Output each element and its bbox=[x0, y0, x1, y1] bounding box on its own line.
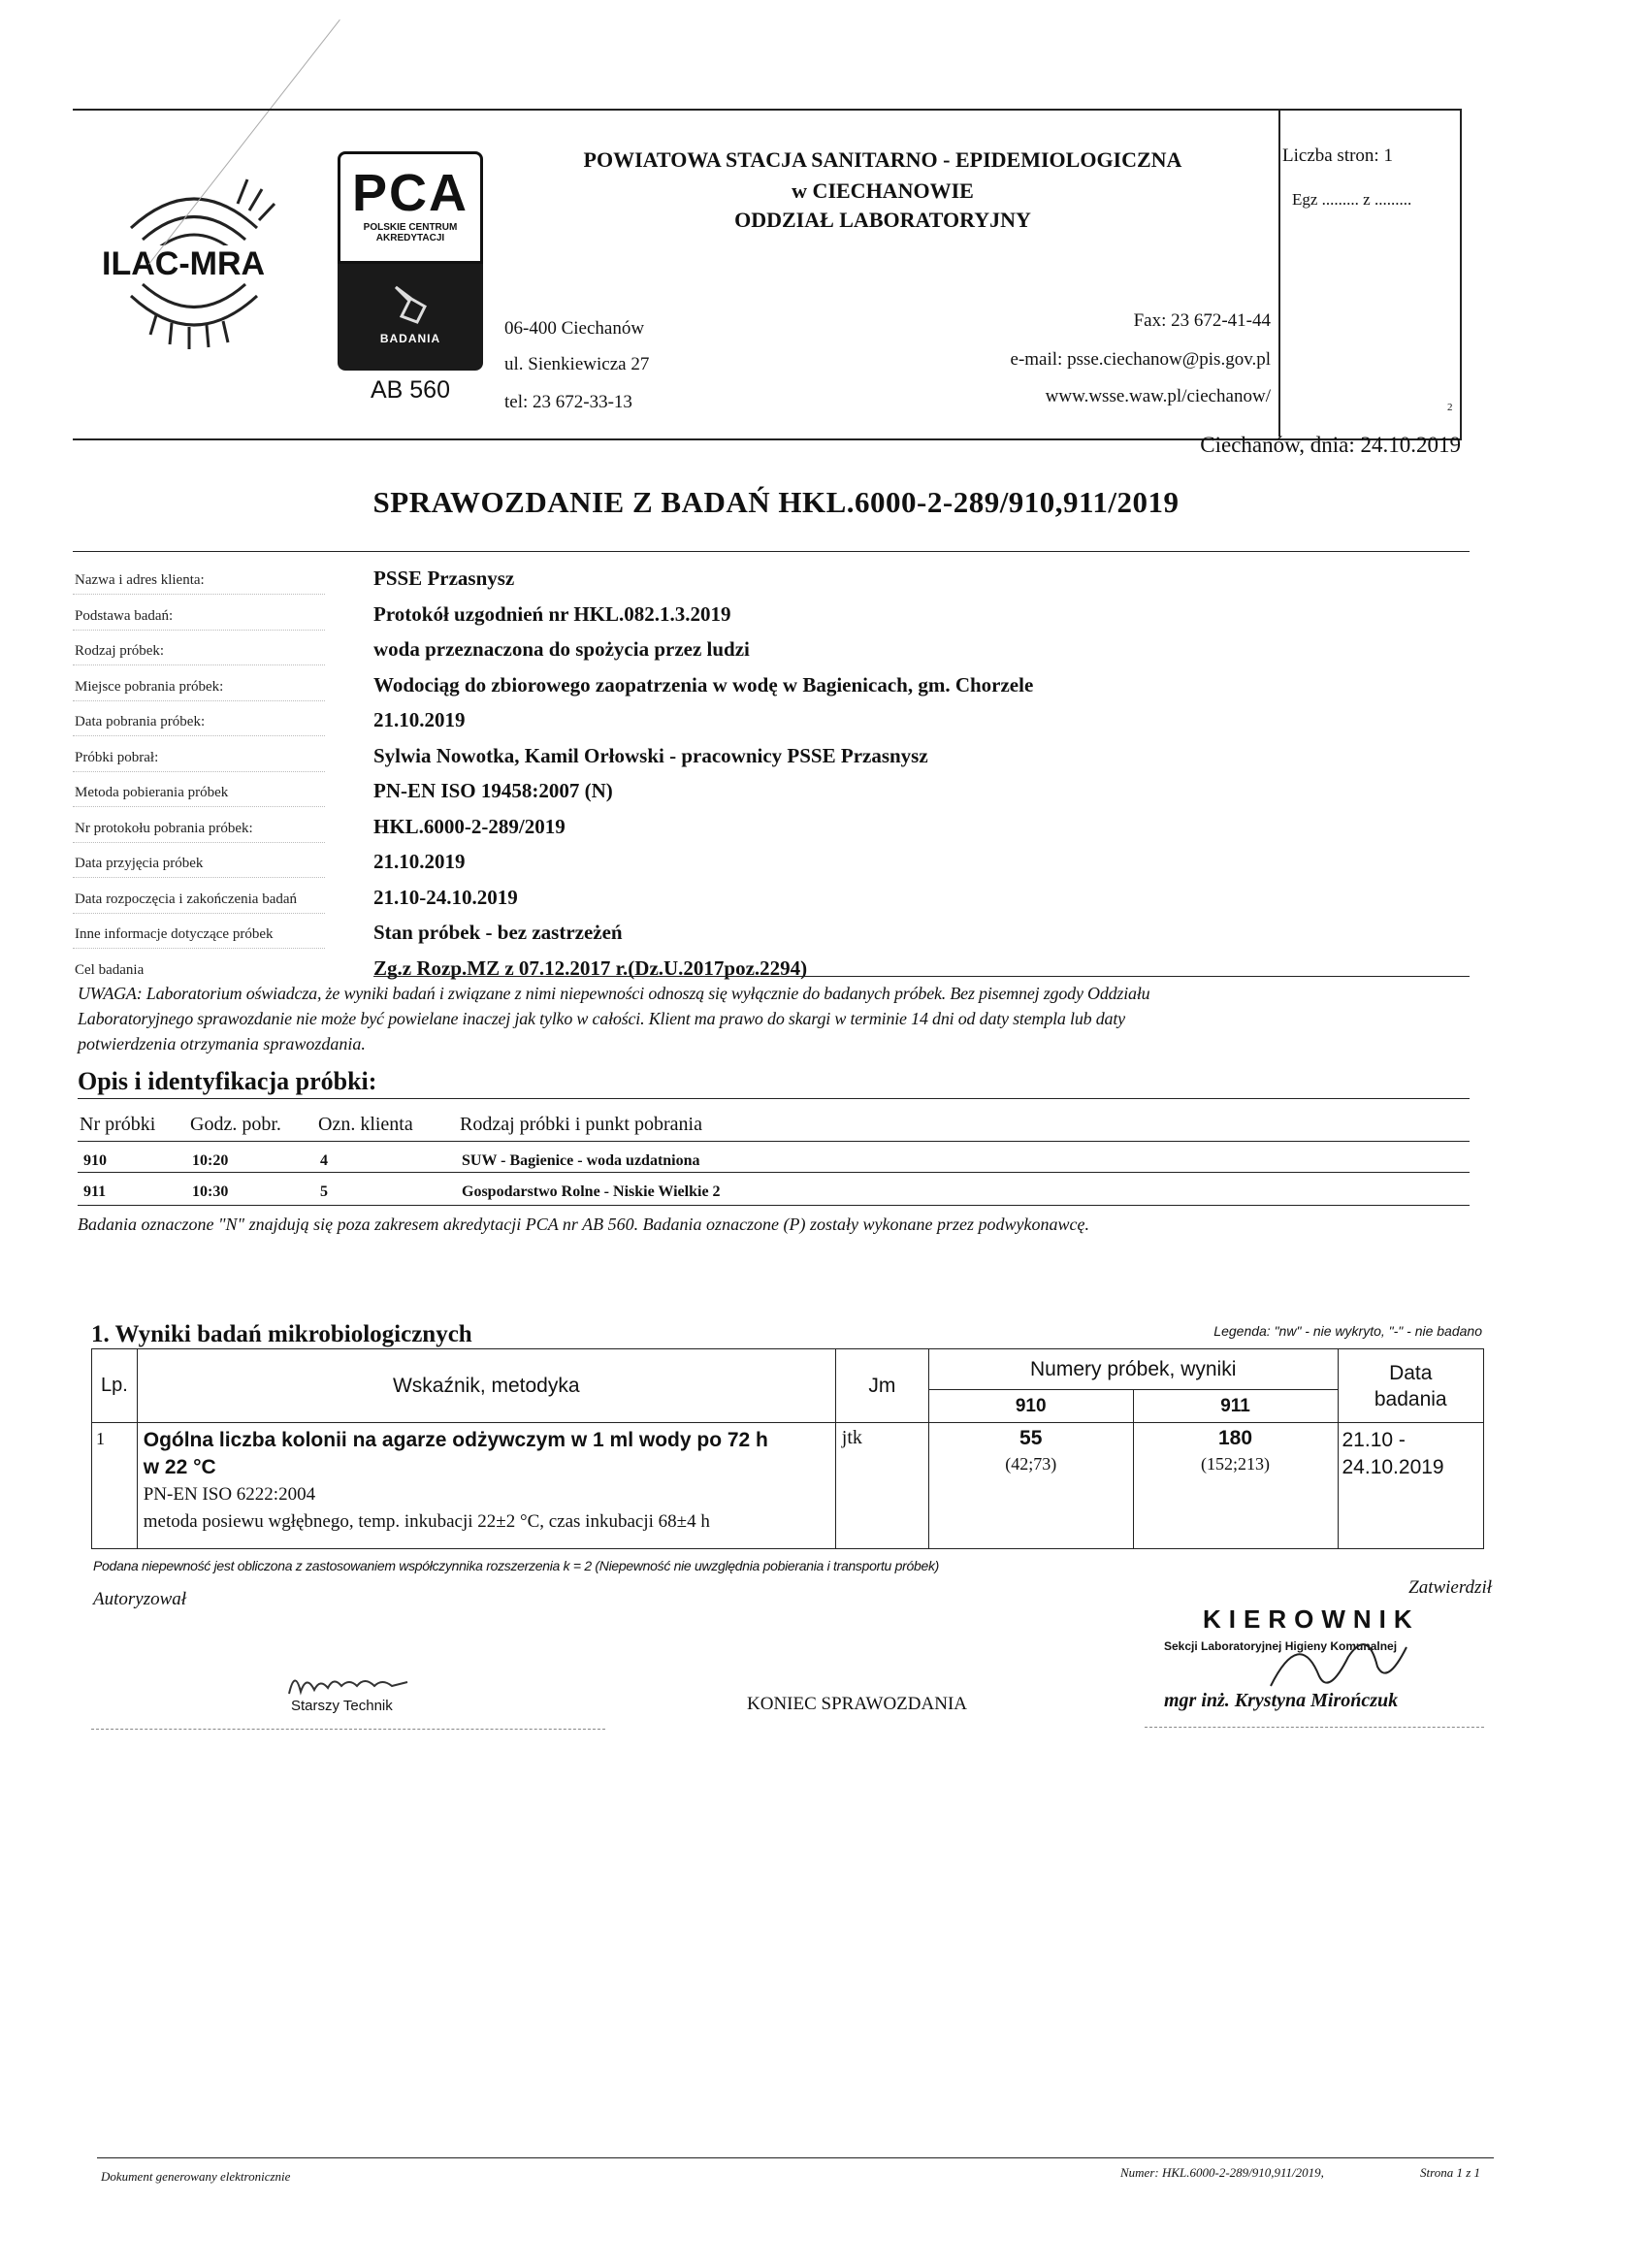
results-header-indicator: Wskaźnik, metodyka bbox=[137, 1349, 835, 1423]
field-label: Nazwa i adres klienta: bbox=[75, 572, 205, 588]
manager-stamp: KIEROWNIK Sekcji Laboratoryjnej Higieny Komunalnej mgr inż. Krystyna Mirończuk bbox=[1164, 1604, 1420, 1711]
sample-row-911-nr: 911 bbox=[83, 1183, 107, 1200]
sample-row-910-type: SUW - Bagienice - woda uzdatniona bbox=[462, 1152, 700, 1169]
flask-icon bbox=[388, 281, 433, 326]
copy-count: Egz ......... z ......... bbox=[1292, 190, 1412, 209]
field-value: 21.10-24.10.2019 bbox=[373, 885, 518, 909]
results-header-samples: Numery próbek, wyniki bbox=[928, 1349, 1338, 1390]
field-row bbox=[73, 706, 1470, 742]
footer-rule bbox=[97, 2157, 1494, 2158]
footer-page: Strona 1 z 1 bbox=[1420, 2165, 1480, 2180]
field-label: Próbki pobrał: bbox=[75, 749, 159, 765]
technician-title: Starszy Technik bbox=[291, 1698, 393, 1714]
field-dotted-rule bbox=[73, 700, 325, 701]
samples-bottom-rule bbox=[78, 1205, 1470, 1206]
field-dotted-rule bbox=[73, 594, 325, 595]
pca-badge bbox=[338, 264, 483, 371]
field-row bbox=[73, 742, 1470, 778]
samples-title-rule bbox=[78, 1098, 1470, 1099]
results-header-unit: Jm bbox=[835, 1349, 928, 1423]
address-street: ul. Sienkiewicza 27 bbox=[504, 354, 650, 374]
title-rule bbox=[73, 551, 1470, 552]
field-label: Miejsce pobrania próbek: bbox=[75, 678, 224, 695]
field-value: 21.10.2019 bbox=[373, 850, 466, 873]
sample-row-910-nr: 910 bbox=[83, 1152, 107, 1169]
accreditation-number: AB 560 bbox=[370, 376, 450, 404]
field-label: Data pobrania próbek: bbox=[75, 714, 206, 729]
institution-line3: ODDZIAŁ LABORATORYJNY bbox=[734, 208, 1031, 232]
field-value: HKL.6000-2-289/2019 bbox=[373, 814, 566, 838]
samples-header-rule bbox=[78, 1141, 1470, 1142]
samples-header-type: Rodzaj próbki i punkt pobrania bbox=[460, 1114, 702, 1135]
field-label: Data rozpoczęcia i zakończenia badań bbox=[75, 891, 298, 907]
field-label: Inne informacje dotyczące próbek bbox=[75, 926, 274, 942]
field-value: PSSE Przasnysz bbox=[373, 567, 515, 590]
field-value: 21.10.2019 bbox=[373, 708, 466, 731]
field-label: Data przyjęcia próbek bbox=[75, 856, 204, 871]
field-dotted-rule bbox=[73, 842, 325, 843]
field-dotted-rule bbox=[73, 735, 325, 736]
pages-count: Liczba stron: 1 bbox=[1282, 146, 1393, 166]
field-row bbox=[73, 919, 1470, 955]
pca-logo bbox=[338, 151, 483, 264]
result-unit: jtk bbox=[835, 1423, 928, 1549]
footer-generated: Dokument generowany elektronicznie bbox=[101, 2169, 291, 2184]
sample-row-rule bbox=[78, 1172, 1470, 1173]
field-label: Cel badania bbox=[75, 961, 145, 978]
email-link[interactable]: e-mail: psse.ciechanow@pis.gov.pl bbox=[1010, 349, 1271, 370]
field-dotted-rule bbox=[73, 664, 325, 665]
samples-header-hour: Godz. pobr. bbox=[190, 1114, 281, 1135]
results-sample-911: 911 bbox=[1133, 1390, 1338, 1423]
field-label: Metoda pobierania próbek bbox=[75, 785, 229, 800]
sample-row-910-hour: 10:20 bbox=[192, 1152, 229, 1169]
results-table bbox=[91, 1348, 1484, 1549]
technician-signature-line bbox=[91, 1729, 605, 1730]
samples-header-client: Ozn. klienta bbox=[318, 1114, 413, 1135]
results-title: 1. Wyniki badań mikrobiologicznych bbox=[91, 1321, 472, 1347]
field-row bbox=[73, 600, 1470, 636]
pca-logo-line1: POLSKIE CENTRUM bbox=[363, 222, 458, 233]
field-label: Podstawa badań: bbox=[75, 607, 174, 624]
field-value: PN-EN ISO 19458:2007 (N) bbox=[373, 779, 613, 802]
report-title: SPRAWOZDANIE Z BADAŃ HKL.6000-2-289/910,911/2019 bbox=[372, 485, 1180, 519]
field-dotted-rule bbox=[73, 630, 325, 631]
result-911: 180 (152;213) bbox=[1133, 1423, 1338, 1549]
footer-number: Numer: HKL.6000-2-289/910,911/2019, bbox=[1120, 2165, 1324, 2180]
pca-badge-label: BADANIA bbox=[379, 332, 441, 345]
uncertainty-note: Podana niepewność jest obliczona z zastosowaniem współczynnika rozszerzenia k = 2 (Niepewność nie uwzględnia pobierania i transportu próbek) bbox=[93, 1558, 940, 1573]
field-row bbox=[73, 848, 1470, 884]
fax: Fax: 23 672-41-44 bbox=[1133, 310, 1271, 331]
field-label: Nr protokołu pobrania próbek: bbox=[75, 820, 253, 836]
field-dotted-rule bbox=[73, 771, 325, 772]
approved-label: Zatwierdził bbox=[1408, 1577, 1492, 1598]
field-label: Rodzaj próbek: bbox=[75, 643, 165, 659]
end-of-report: KONIEC SPRAWOZDANIA bbox=[747, 1694, 967, 1714]
authorized-label: Autoryzował bbox=[93, 1589, 187, 1609]
field-row bbox=[73, 635, 1470, 671]
manager-signature-line bbox=[1145, 1727, 1484, 1728]
field-value: woda przeznaczona do spożycia przez ludzi bbox=[373, 637, 750, 661]
results-header-date: Data badania bbox=[1338, 1349, 1484, 1423]
field-row bbox=[73, 671, 1470, 707]
field-row bbox=[73, 813, 1470, 849]
result-lp: 1 bbox=[92, 1423, 138, 1549]
address-postal: 06-400 Ciechanów bbox=[504, 318, 645, 339]
client-info-fields bbox=[73, 565, 1470, 989]
sample-row-911-client: 5 bbox=[320, 1183, 328, 1200]
results-header-lp: Lp. bbox=[92, 1349, 138, 1423]
report-date: Ciechanów, dnia: 24.10.2019 bbox=[1200, 433, 1461, 457]
samples-title: Opis i identyfikacja próbki: bbox=[78, 1067, 377, 1095]
result-indicator: Ogólna liczba kolonii na agarze odżywczym w 1 ml wody po 72 h w 22 °C PN-EN ISO 6222:2004 metoda posiewu wgłębnego, temp. inkubacji 22±2 °C, czas inkubacji 68±4 h bbox=[137, 1423, 835, 1549]
ilac-logo-text: ILAC-MRA bbox=[102, 245, 266, 282]
phone: tel: 23 672-33-13 bbox=[504, 392, 632, 412]
accreditation-note: Badania oznaczone "N" znajdują się poza zakresem akredytacji PCA nr AB 560. Badania oznaczone (P) zostały wykonane przez podwykonawcę. bbox=[78, 1215, 1089, 1234]
field-dotted-rule bbox=[73, 806, 325, 807]
results-sample-910: 910 bbox=[928, 1390, 1133, 1423]
results-legend: Legenda: "nw" - nie wykryto, "-" - nie badano bbox=[1213, 1323, 1482, 1339]
sample-row-911-hour: 10:30 bbox=[192, 1183, 229, 1200]
field-dotted-rule bbox=[73, 913, 325, 914]
field-row bbox=[73, 884, 1470, 920]
field-value: Sylwia Nowotka, Kamil Orłowski - pracownicy PSSE Przasnysz bbox=[373, 743, 928, 767]
pca-logo-name: PCA bbox=[351, 164, 469, 222]
field-dotted-rule bbox=[73, 877, 325, 878]
field-value: Zg.z Rozp.MZ z 07.12.2017 r.(Dz.U.2017poz.2294) bbox=[373, 956, 808, 980]
notice-line3: potwierdzenia otrzymania sprawozdania. bbox=[78, 1034, 366, 1053]
field-row bbox=[73, 777, 1470, 813]
sample-row-911-type: Gospodarstwo Rolne - Niskie Wielkie 2 bbox=[462, 1183, 721, 1200]
field-row bbox=[73, 565, 1470, 600]
samples-header-nr: Nr próbki bbox=[80, 1114, 156, 1135]
field-dotted-rule bbox=[73, 948, 325, 949]
pca-logo-line2: AKREDYTACJI bbox=[375, 233, 445, 243]
fields-bottom-rule bbox=[373, 976, 1470, 977]
notice-line1: UWAGA: Laboratorium oświadcza, że wyniki badań i związane z nimi niepewności odnoszą się wyłącznie do badanych próbek. Bez pisemnej zgody Oddziału bbox=[78, 984, 1150, 1003]
sample-row-910-client: 4 bbox=[320, 1152, 328, 1169]
corner-mark: 2 bbox=[1447, 402, 1453, 413]
institution-line1: POWIATOWA STACJA SANITARNO - EPIDEMIOLOGICZNA bbox=[583, 147, 1182, 172]
institution-line2: w CIECHANOWIE bbox=[792, 178, 974, 203]
notice-line2: Laboratoryjnego sprawozdanie nie może być powielane inaczej jak tylko w całości. Klient ma prawo do skargi w terminie 14 dni od daty stempla lub daty bbox=[78, 1009, 1125, 1028]
result-date: 21.10 - 24.10.2019 bbox=[1338, 1423, 1484, 1549]
field-value: Wodociąg do zbiorowego zaopatrzenia w wodę w Bagienicach, gm. Chorzele bbox=[373, 672, 1034, 697]
header-divider bbox=[1278, 109, 1280, 437]
field-value: Protokół uzgodnień nr HKL.082.1.3.2019 bbox=[373, 601, 731, 626]
field-value: Stan próbek - bez zastrzeżeń bbox=[373, 921, 623, 944]
website-link[interactable]: www.wsse.waw.pl/ciechanow/ bbox=[1045, 386, 1271, 406]
result-910: 55 (42;73) bbox=[928, 1423, 1133, 1549]
